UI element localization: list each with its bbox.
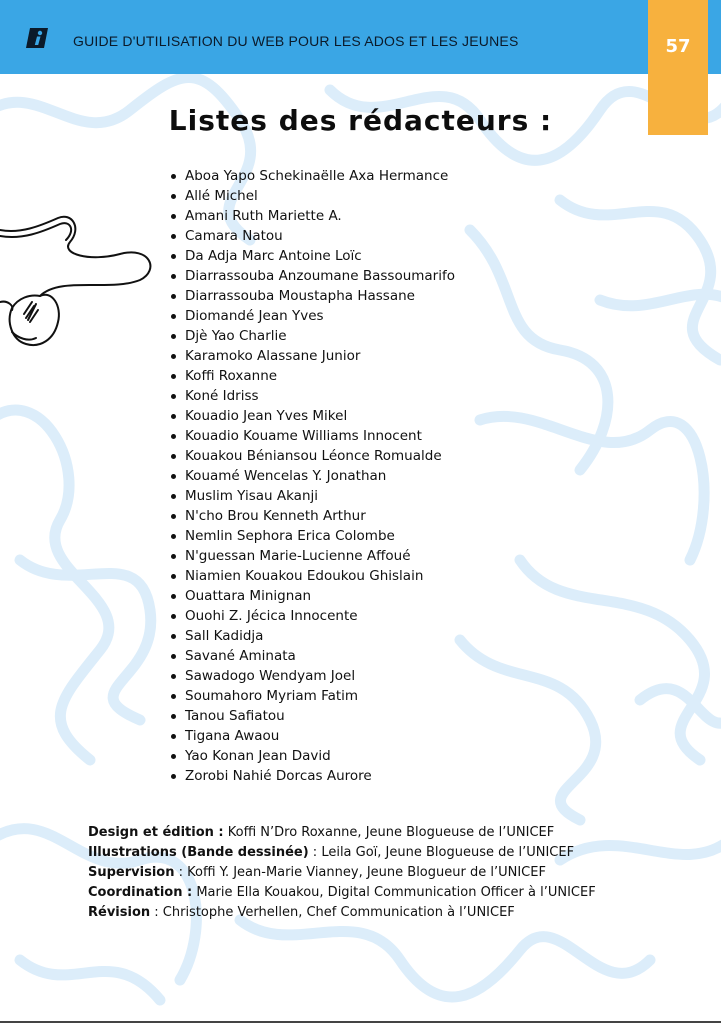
list-item: Diomandé Jean Yves <box>170 306 455 326</box>
list-item: Karamoko Alassane Junior <box>170 346 455 366</box>
list-item: Zorobi Nahié Dorcas Aurore <box>170 766 455 786</box>
credit-value: : Christophe Verhellen, Chef Communication à l’UNICEF <box>150 905 515 920</box>
page-title: Listes des rédacteurs : <box>168 104 553 137</box>
credit-value: Marie Ella Kouakou, Digital Communication Officer à l’UNICEF <box>192 885 596 900</box>
list-item: Yao Konan Jean David <box>170 746 455 766</box>
credit-value: Koffi N’Dro Roxanne, Jeune Blogueuse de l’UNICEF <box>223 825 555 840</box>
computer-mouse-illustration <box>0 210 170 360</box>
credit-label: Coordination : <box>88 885 193 900</box>
list-item: N'cho Brou Kenneth Arthur <box>170 506 455 526</box>
list-item: N'guessan Marie-Lucienne Affoué <box>170 546 455 566</box>
list-item: Kouadio Kouame Williams Innocent <box>170 426 455 446</box>
list-item: Kouadio Jean Yves Mikel <box>170 406 455 426</box>
list-item: Djè Yao Charlie <box>170 326 455 346</box>
page-number: 57 <box>665 36 691 57</box>
credit-value: : Leila Goï, Jeune Blogueuse de l’UNICEF <box>308 845 575 860</box>
info-icon <box>24 26 50 50</box>
list-item: Aboa Yapo Schekinaëlle Axa Hermance <box>170 166 455 186</box>
credit-value: : Koffi Y. Jean-Marie Vianney, Jeune Blogueur de l’UNICEF <box>174 865 546 880</box>
list-item: Camara Natou <box>170 226 455 246</box>
list-item: Diarrassouba Moustapha Hassane <box>170 286 455 306</box>
credits-block <box>88 823 596 923</box>
credit-supervision <box>88 863 596 883</box>
list-item: Amani Ruth Mariette A. <box>170 206 455 226</box>
authors-list <box>170 166 455 786</box>
list-item: Sawadogo Wendyam Joel <box>170 666 455 686</box>
list-item: Ouohi Z. Jécica Innocente <box>170 606 455 626</box>
list-item: Soumahoro Myriam Fatim <box>170 686 455 706</box>
list-item: Kouakou Béniansou Léonce Romualde <box>170 446 455 466</box>
header-title: GUIDE D'UTILISATION DU WEB POUR LES ADOS ET LES JEUNES <box>73 33 519 49</box>
page-number-tab <box>648 0 708 135</box>
credit-label: Illustrations (Bande dessinée) <box>88 845 309 860</box>
list-item: Nemlin Sephora Erica Colombe <box>170 526 455 546</box>
credit-label: Révision <box>88 905 151 920</box>
list-item: Tigana Awaou <box>170 726 455 746</box>
credit-label: Design et édition : <box>88 825 224 840</box>
credit-illustrations <box>88 843 596 863</box>
list-item: Diarrassouba Anzoumane Bassoumarifo <box>170 266 455 286</box>
list-item: Kouamé Wencelas Y. Jonathan <box>170 466 455 486</box>
list-item: Muslim Yisau Akanji <box>170 486 455 506</box>
list-item: Tanou Safiatou <box>170 706 455 726</box>
credit-design <box>88 823 596 843</box>
list-item: Savané Aminata <box>170 646 455 666</box>
credit-revision <box>88 903 596 923</box>
list-item: Niamien Kouakou Edoukou Ghislain <box>170 566 455 586</box>
list-item: Koné Idriss <box>170 386 455 406</box>
page-header <box>0 0 721 74</box>
list-item: Da Adja Marc Antoine Loïc <box>170 246 455 266</box>
credit-label: Supervision <box>88 865 175 880</box>
list-item: Koffi Roxanne <box>170 366 455 386</box>
list-item: Ouattara Minignan <box>170 586 455 606</box>
list-item: Allé Michel <box>170 186 455 206</box>
credit-coordination <box>88 883 596 903</box>
list-item: Sall Kadidja <box>170 626 455 646</box>
